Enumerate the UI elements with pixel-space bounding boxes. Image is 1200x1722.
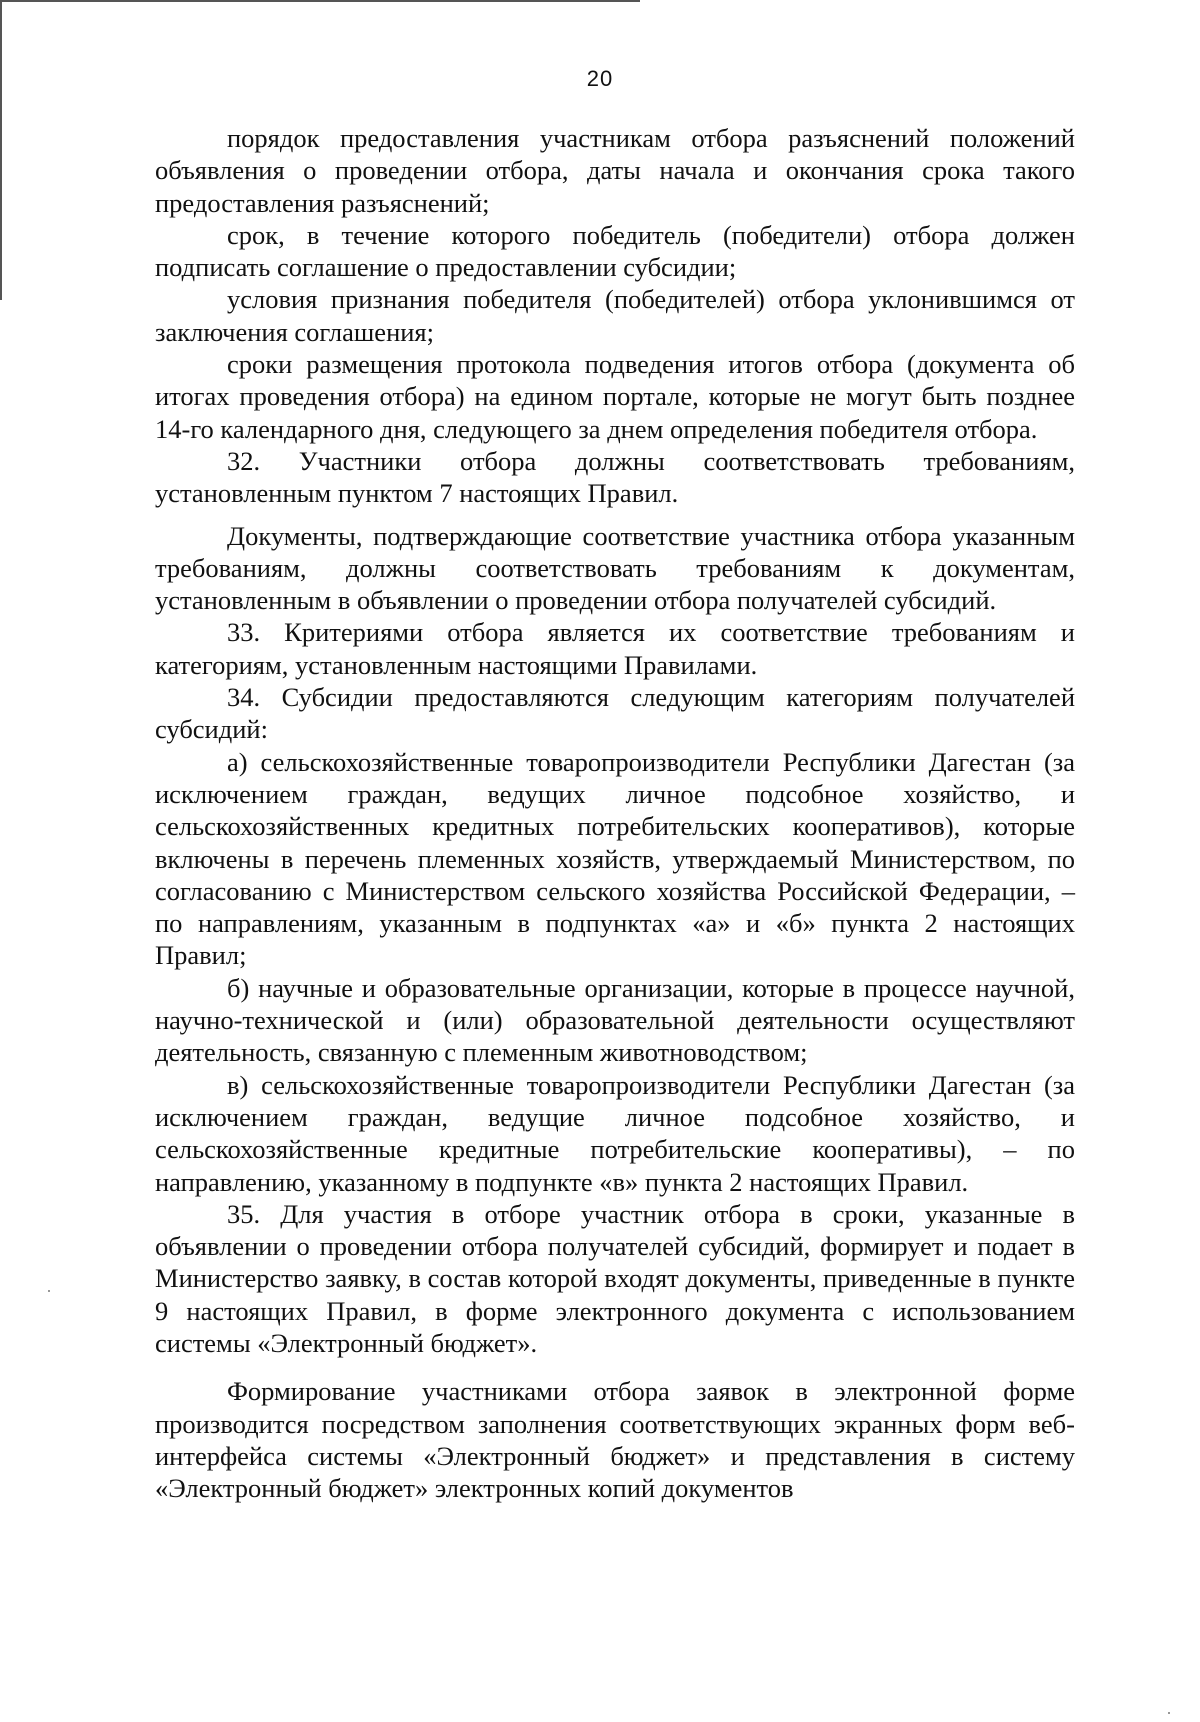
paragraph-item-34: 34. Субсидии предоставляются следующим категориям получателей субсидий: — [155, 682, 1075, 745]
paragraph-subitem-v: в) сельскохозяйственные товаропроизводители Республики Дагестан (за исключением граждан, ведущие личное подсобное хозяйство, и сельскохозяйственные кредитные потребительские кооперативы), – по направлению, указанному в подпункте «в» пункта 2 настоящих Правил. — [155, 1069, 1075, 1197]
paragraph-subitem-b: б) научные и образовательные организации, которые в процессе научной, научно-технической и (или) образовательной деятельности осуществляют деятельность, связанную с племенным животноводством; — [155, 972, 1075, 1068]
paragraph-supporting-documents: Документы, подтверждающие соответствие участника отбора указанным требованиям, должны соответствовать требованиям к документам, установленным в объявлении о проведении отбора получателей субсидий. — [155, 520, 1075, 616]
paragraph-item-35: 35. Для участия в отборе участник отбора в сроки, указанные в объявлении о проведении отбора получателей субсидий, формирует и подает в Министерство заявку, в состав которой входят документы, приведенные в пункте 9 настоящих Правил, в форме электронного документа с использованием системы «Электронный бюджет». — [155, 1198, 1075, 1358]
paragraph-explanation-procedure: порядок предоставления участникам отбора разъяснений положений объявления о проведении отбора, даты начала и окончания срока такого предоставления разъяснений; — [155, 123, 1075, 218]
scan-edge-left — [0, 0, 2, 300]
paragraph-protocol-placement: сроки размещения протокола подведения итогов отбора (документа об итогах проведения отбора) на едином портале, которые не могут быть позднее 14-го календарного дня, следующего за днем определения победителя отбора. — [155, 349, 1075, 444]
paragraph-electronic-forms: Формирование участниками отбора заявок в электронной форме производится посредством заполнения соответствующих экранных форм веб-интерфейса системы «Электронный бюджет» и представления в систему «Электронный бюджет» электронных копий документов — [155, 1376, 1075, 1504]
scan-speck — [48, 1290, 50, 1292]
scan-speck — [1168, 1712, 1170, 1714]
paragraph-subitem-a: а) сельскохозяйственные товаропроизводители Республики Дагестан (за исключением граждан, ведущих личное подсобное хозяйство, и сельскохозяйственных кредитных потребительских кооперативов), которые включены в перечень племенных хозяйств, утверждаемый Министерством, по согласованию с Министерством сельского хозяйства Российской Федерации, – по направлениям, указанным в подпунктах «а» и «б» пункта 2 настоящих Правил; — [155, 746, 1075, 971]
scan-edge-top — [0, 0, 640, 2]
paragraph-evasion-conditions: условия признания победителя (победителей) отбора уклонившимся от заключения соглашения; — [155, 284, 1075, 347]
paragraph-item-32: 32. Участники отбора должны соответствовать требованиям, установленным пунктом 7 настоящих Правил. — [155, 445, 1075, 509]
page-number: 20 — [586, 66, 614, 91]
paragraph-item-33: 33. Критериями отбора является их соответствие требованиям и категориям, установленным настоящими Правилами. — [155, 617, 1075, 680]
page-body — [155, 122, 1075, 1504]
paragraph-agreement-deadline: срок, в течение которого победитель (победители) отбора должен подписать соглашение о предоставлении субсидии; — [155, 219, 1075, 283]
